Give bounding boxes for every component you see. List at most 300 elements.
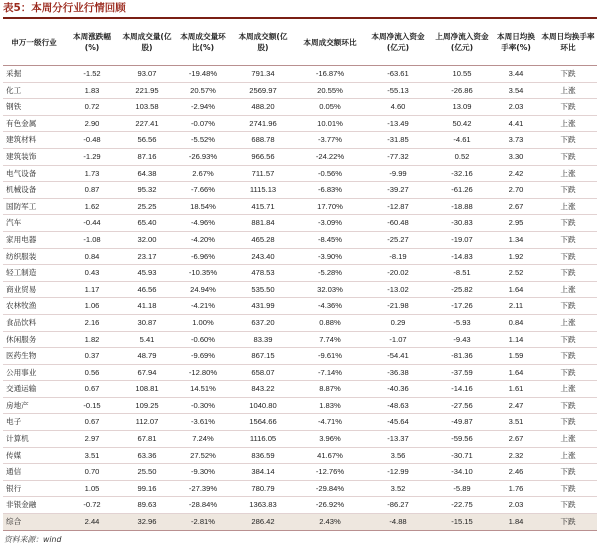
table-cell: -28.84% (175, 497, 231, 514)
header-row (3, 19, 597, 66)
table-cell: -0.30% (175, 397, 231, 414)
table-cell: -34.10 (431, 464, 493, 481)
table-cell: 下跌 (539, 99, 597, 116)
col-header: 本周日均换手率环比 (539, 19, 597, 66)
table-cell: 637.20 (231, 314, 295, 331)
table-cell: -9.61% (295, 348, 365, 365)
table-row (3, 248, 597, 265)
table-cell: 63.36 (119, 447, 175, 464)
table-cell: 7.24% (175, 431, 231, 448)
table-cell: -21.98 (365, 298, 431, 315)
industry-name-cell: 纺织服装 (3, 248, 65, 265)
table-cell: 2.67 (493, 198, 539, 215)
table-cell: 56.56 (119, 132, 175, 149)
table-cell: 0.37 (65, 348, 119, 365)
table-cell: -9.30% (175, 464, 231, 481)
table-cell: 7.74% (295, 331, 365, 348)
table-cell: 1.83% (295, 397, 365, 414)
table-cell: 下跌 (539, 66, 597, 83)
col-header: 申万一级行业 (3, 19, 65, 66)
industry-name-cell: 钢铁 (3, 99, 65, 116)
table-cell: -13.37 (365, 431, 431, 448)
table-cell: 25.25 (119, 198, 175, 215)
table-cell: -8.51 (431, 265, 493, 282)
total-cell: -2.81% (175, 514, 231, 531)
table-cell: -29.84% (295, 480, 365, 497)
table-row (3, 165, 597, 182)
table-row (3, 414, 597, 431)
industry-name-cell: 交通运输 (3, 381, 65, 398)
table-cell: -8.19 (365, 248, 431, 265)
table-cell: 108.81 (119, 381, 175, 398)
total-cell: 下跌 (539, 514, 597, 531)
table-cell: 1.82 (65, 331, 119, 348)
table-cell: -16.87% (295, 66, 365, 83)
table-cell: -30.83 (431, 215, 493, 232)
table-cell: 1.73 (65, 165, 119, 182)
table-cell: 上涨 (539, 281, 597, 298)
table-cell: 2569.97 (231, 82, 295, 99)
table-cell: 下跌 (539, 348, 597, 365)
table-cell: 221.95 (119, 82, 175, 99)
table-cell: -13.49 (365, 115, 431, 132)
total-cell: 2.43% (295, 514, 365, 531)
table-cell: 13.09 (431, 99, 493, 116)
table-cell: 下跌 (539, 132, 597, 149)
table-row (3, 132, 597, 149)
table-cell: 384.14 (231, 464, 295, 481)
table-cell: 4.41 (493, 115, 539, 132)
industry-name-cell: 休闲服务 (3, 331, 65, 348)
table-cell: -2.94% (175, 99, 231, 116)
table-cell: 下跌 (539, 497, 597, 514)
table-cell: 2.11 (493, 298, 539, 315)
table-cell: -8.45% (295, 231, 365, 248)
table-cell: 3.51 (65, 447, 119, 464)
industry-name-cell: 公用事业 (3, 364, 65, 381)
table-cell: -0.56% (295, 165, 365, 182)
col-header: 本周涨跌幅(%) (65, 19, 119, 66)
table-cell: 上涨 (539, 431, 597, 448)
industry-name-cell: 传媒 (3, 447, 65, 464)
table-cell: 535.50 (231, 281, 295, 298)
industry-name-cell: 轻工制造 (3, 265, 65, 282)
table-cell: 下跌 (539, 231, 597, 248)
table-row (3, 182, 597, 199)
table-cell: 下跌 (539, 148, 597, 165)
table-cell: 20.55% (295, 82, 365, 99)
table-cell: -5.28% (295, 265, 365, 282)
industry-name-cell: 汽车 (3, 215, 65, 232)
industry-name-cell: 农林牧渔 (3, 298, 65, 315)
table-cell: -12.76% (295, 464, 365, 481)
industry-name-cell: 非银金融 (3, 497, 65, 514)
table-cell: 87.16 (119, 148, 175, 165)
table-cell: 1.76 (493, 480, 539, 497)
table-cell: 0.84 (493, 314, 539, 331)
table-cell: -36.38 (365, 364, 431, 381)
table-cell: 1.06 (65, 298, 119, 315)
industry-name-cell: 家用电器 (3, 231, 65, 248)
table-cell: -3.09% (295, 215, 365, 232)
table-row (3, 397, 597, 414)
total-cell: 2.44 (65, 514, 119, 531)
table-cell: -4.36% (295, 298, 365, 315)
table-cell: 1116.05 (231, 431, 295, 448)
table-cell: 41.18 (119, 298, 175, 315)
table-cell: -63.61 (365, 66, 431, 83)
table-cell: 478.53 (231, 265, 295, 282)
table-row (3, 348, 597, 365)
table-cell: -4.20% (175, 231, 231, 248)
table-cell: -19.07 (431, 231, 493, 248)
table-cell: 836.59 (231, 447, 295, 464)
table-cell: -20.02 (365, 265, 431, 282)
table-cell: 2.16 (65, 314, 119, 331)
table-cell: 46.56 (119, 281, 175, 298)
table-title: 表5：本周分行业行情回顾 (3, 2, 126, 14)
table-cell: -25.27 (365, 231, 431, 248)
table-cell: 658.07 (231, 364, 295, 381)
industry-name-cell: 电子 (3, 414, 65, 431)
table-cell: -37.59 (431, 364, 493, 381)
col-header: 本周成交量环比(%) (175, 19, 231, 66)
table-cell: -48.63 (365, 397, 431, 414)
table-cell: 下跌 (539, 215, 597, 232)
col-header: 本周净流入资金(亿元) (365, 19, 431, 66)
table-cell: 17.70% (295, 198, 365, 215)
table-row (3, 265, 597, 282)
table-cell: 0.52 (431, 148, 493, 165)
table-cell: 2.47 (493, 397, 539, 414)
table-row (3, 298, 597, 315)
table-cell: 30.87 (119, 314, 175, 331)
table-cell: 1.61 (493, 381, 539, 398)
table-row (3, 497, 597, 514)
table-cell: 0.67 (65, 414, 119, 431)
table-row (3, 447, 597, 464)
table-cell: -86.27 (365, 497, 431, 514)
table-cell: 下跌 (539, 364, 597, 381)
table-cell: -61.26 (431, 182, 493, 199)
table-cell: 2741.96 (231, 115, 295, 132)
table-cell: 1.05 (65, 480, 119, 497)
table-cell: 711.57 (231, 165, 295, 182)
table-cell: -77.32 (365, 148, 431, 165)
industry-name-cell: 商业贸易 (3, 281, 65, 298)
industry-name-cell: 银行 (3, 480, 65, 497)
table-cell: 10.55 (431, 66, 493, 83)
table-cell: 下跌 (539, 248, 597, 265)
table-row (3, 281, 597, 298)
table-cell: -9.99 (365, 165, 431, 182)
table-cell: 2.97 (65, 431, 119, 448)
table-cell: 488.20 (231, 99, 295, 116)
table-cell: 2.67% (175, 165, 231, 182)
table-cell: 2.32 (493, 447, 539, 464)
table-cell: -26.86 (431, 82, 493, 99)
table-cell: 2.67 (493, 431, 539, 448)
table-cell: 上涨 (539, 381, 597, 398)
table-cell: 1.92 (493, 248, 539, 265)
total-cell: 286.42 (231, 514, 295, 531)
table-cell: -59.56 (431, 431, 493, 448)
table-cell: 3.52 (365, 480, 431, 497)
table-cell: 109.25 (119, 397, 175, 414)
table-cell: -13.02 (365, 281, 431, 298)
table-row (3, 231, 597, 248)
industry-name-cell: 食品饮料 (3, 314, 65, 331)
table-cell: 1.62 (65, 198, 119, 215)
total-row (3, 514, 597, 531)
table-cell: -3.90% (295, 248, 365, 265)
table-cell: 32.03% (295, 281, 365, 298)
table-cell: -17.26 (431, 298, 493, 315)
table-cell: 83.39 (231, 331, 295, 348)
table-cell: 1.00% (175, 314, 231, 331)
table-cell: 2.95 (493, 215, 539, 232)
industry-table (3, 19, 597, 531)
table-cell: 843.22 (231, 381, 295, 398)
industry-name-cell: 计算机 (3, 431, 65, 448)
table-cell: 下跌 (539, 331, 597, 348)
total-cell: -4.88 (365, 514, 431, 531)
table-cell: 5.41 (119, 331, 175, 348)
table-cell: 780.79 (231, 480, 295, 497)
table-cell: 0.72 (65, 99, 119, 116)
table-cell: 2.03 (493, 497, 539, 514)
total-cell: 32.96 (119, 514, 175, 531)
table-cell: 上涨 (539, 447, 597, 464)
table-cell: -26.92% (295, 497, 365, 514)
table-cell: -60.48 (365, 215, 431, 232)
table-cell: -1.07 (365, 331, 431, 348)
table-cell: 14.51% (175, 381, 231, 398)
table-cell: 67.94 (119, 364, 175, 381)
table-cell: 18.54% (175, 198, 231, 215)
table-cell: -3.77% (295, 132, 365, 149)
table-cell: -5.93 (431, 314, 493, 331)
table-cell: 23.17 (119, 248, 175, 265)
table-cell: 上涨 (539, 165, 597, 182)
table-cell: 1.17 (65, 281, 119, 298)
table-cell: 966.56 (231, 148, 295, 165)
table-cell: -19.48% (175, 66, 231, 83)
table-row (3, 198, 597, 215)
table-cell: 89.63 (119, 497, 175, 514)
table-cell: 3.56 (365, 447, 431, 464)
col-header: 本周成交额(亿股) (231, 19, 295, 66)
table-cell: 415.71 (231, 198, 295, 215)
table-cell: 465.28 (231, 231, 295, 248)
table-cell: 上涨 (539, 198, 597, 215)
table-cell: 2.46 (493, 464, 539, 481)
table-row (3, 115, 597, 132)
total-label-cell: 综合 (3, 514, 65, 531)
table-cell: 93.07 (119, 66, 175, 83)
table-cell: 上涨 (539, 314, 597, 331)
table-cell: -30.71 (431, 447, 493, 464)
table-cell: 65.40 (119, 215, 175, 232)
table-cell: 0.84 (65, 248, 119, 265)
table-cell: 1.64 (493, 281, 539, 298)
table-cell: 0.29 (365, 314, 431, 331)
industry-name-cell: 医药生物 (3, 348, 65, 365)
table-cell: 1.59 (493, 348, 539, 365)
table-cell: 243.40 (231, 248, 295, 265)
table-cell: 1115.13 (231, 182, 295, 199)
table-cell: 1564.66 (231, 414, 295, 431)
col-header: 本周成交量(亿股) (119, 19, 175, 66)
table-cell: 0.67 (65, 381, 119, 398)
table-cell: 1.83 (65, 82, 119, 99)
table-cell: -22.75 (431, 497, 493, 514)
industry-name-cell: 通信 (3, 464, 65, 481)
table-cell: 下跌 (539, 298, 597, 315)
table-cell: 3.96% (295, 431, 365, 448)
table-cell: 0.05% (295, 99, 365, 116)
table-cell: 3.73 (493, 132, 539, 149)
table-cell: -24.22% (295, 148, 365, 165)
table-cell: 下跌 (539, 397, 597, 414)
table-cell: -5.52% (175, 132, 231, 149)
table-cell: 0.70 (65, 464, 119, 481)
table-cell: -4.21% (175, 298, 231, 315)
industry-name-cell: 电气设备 (3, 165, 65, 182)
table-cell: 32.00 (119, 231, 175, 248)
table-row (3, 314, 597, 331)
table-cell: 2.52 (493, 265, 539, 282)
table-cell: 64.38 (119, 165, 175, 182)
table-cell: -0.72 (65, 497, 119, 514)
table-row (3, 464, 597, 481)
col-header: 本周日均换手率(%) (493, 19, 539, 66)
table-cell: -9.69% (175, 348, 231, 365)
table-cell: -9.43 (431, 331, 493, 348)
table-cell: -40.36 (365, 381, 431, 398)
table-cell: -7.66% (175, 182, 231, 199)
table-cell: 0.56 (65, 364, 119, 381)
table-cell: -18.88 (431, 198, 493, 215)
table-row (3, 364, 597, 381)
table-cell: 0.88% (295, 314, 365, 331)
table-cell: -0.44 (65, 215, 119, 232)
total-cell: 1.84 (493, 514, 539, 531)
table-cell: 48.79 (119, 348, 175, 365)
table-cell: -7.14% (295, 364, 365, 381)
table-cell: -12.80% (175, 364, 231, 381)
table-cell: -25.82 (431, 281, 493, 298)
table-cell: 4.60 (365, 99, 431, 116)
table-cell: -1.52 (65, 66, 119, 83)
table-row (3, 215, 597, 232)
industry-name-cell: 建筑材料 (3, 132, 65, 149)
table-cell: 791.34 (231, 66, 295, 83)
table-cell: 112.07 (119, 414, 175, 431)
table-cell: -32.16 (431, 165, 493, 182)
table-row (3, 148, 597, 165)
table-cell: -0.60% (175, 331, 231, 348)
col-header: 本周成交额环比 (295, 19, 365, 66)
table-cell: -54.41 (365, 348, 431, 365)
col-header: 上周净流入资金(亿元) (431, 19, 493, 66)
table-cell: 67.81 (119, 431, 175, 448)
table-cell: 867.15 (231, 348, 295, 365)
table-cell: 45.93 (119, 265, 175, 282)
table-cell: -55.13 (365, 82, 431, 99)
table-cell: 27.52% (175, 447, 231, 464)
table-cell: -12.99 (365, 464, 431, 481)
table-cell: 103.58 (119, 99, 175, 116)
table-cell: -26.93% (175, 148, 231, 165)
table-cell: 上涨 (539, 82, 597, 99)
table-cell: -49.87 (431, 414, 493, 431)
table-cell: 24.94% (175, 281, 231, 298)
table-cell: 99.16 (119, 480, 175, 497)
table-cell: -1.29 (65, 148, 119, 165)
table-cell: 8.87% (295, 381, 365, 398)
total-cell: -15.15 (431, 514, 493, 531)
table-cell: 2.42 (493, 165, 539, 182)
table-cell: -27.39% (175, 480, 231, 497)
table-cell: 下跌 (539, 182, 597, 199)
table-cell: 1.64 (493, 364, 539, 381)
industry-name-cell: 房地产 (3, 397, 65, 414)
table-cell: 3.44 (493, 66, 539, 83)
industry-name-cell: 国防军工 (3, 198, 65, 215)
table-cell: -14.83 (431, 248, 493, 265)
table-cell: 1.34 (493, 231, 539, 248)
table-cell: -27.56 (431, 397, 493, 414)
table-cell: 431.99 (231, 298, 295, 315)
table-cell: -31.85 (365, 132, 431, 149)
table-cell: -12.87 (365, 198, 431, 215)
table-cell: 上涨 (539, 115, 597, 132)
table-cell: -4.71% (295, 414, 365, 431)
table-cell: 3.54 (493, 82, 539, 99)
table-row (3, 82, 597, 99)
table-cell: 688.78 (231, 132, 295, 149)
table-cell: 50.42 (431, 115, 493, 132)
table-cell: 2.90 (65, 115, 119, 132)
table-body (3, 66, 597, 531)
table-cell: -14.16 (431, 381, 493, 398)
table-cell: 0.87 (65, 182, 119, 199)
table-row (3, 381, 597, 398)
table-cell: 下跌 (539, 464, 597, 481)
table-cell: -0.15 (65, 397, 119, 414)
table-cell: 2.70 (493, 182, 539, 199)
table-cell: 下跌 (539, 414, 597, 431)
table-cell: 20.57% (175, 82, 231, 99)
table-row (3, 480, 597, 497)
industry-name-cell: 化工 (3, 82, 65, 99)
table-cell: 881.84 (231, 215, 295, 232)
table-cell: -10.35% (175, 265, 231, 282)
table-cell: -45.64 (365, 414, 431, 431)
table-row (3, 66, 597, 83)
table-cell: -3.61% (175, 414, 231, 431)
table-row (3, 431, 597, 448)
table-cell: 1040.80 (231, 397, 295, 414)
table-cell: 25.50 (119, 464, 175, 481)
source-note: 资料来源：wind (4, 534, 62, 544)
table-cell: 1363.83 (231, 497, 295, 514)
industry-name-cell: 机械设备 (3, 182, 65, 199)
table-cell: -4.96% (175, 215, 231, 232)
table-cell: 下跌 (539, 480, 597, 497)
table-cell: 2.03 (493, 99, 539, 116)
